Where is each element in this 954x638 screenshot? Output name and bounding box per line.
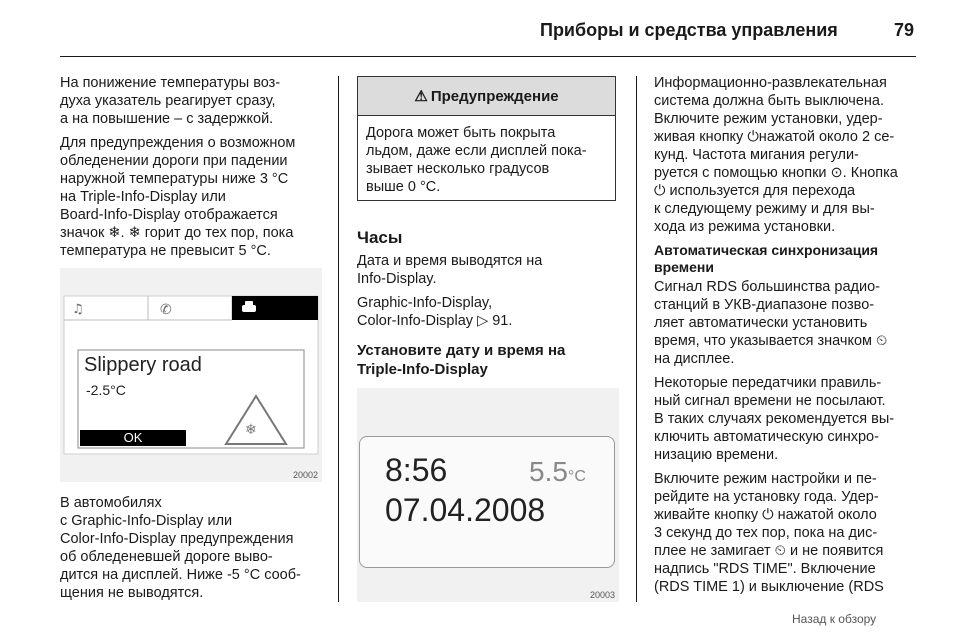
paragraph-rds-time: Включите режим настройки и пе- рейдите на установку года. Удер- живайте кнопку ⏻ нажатой около 3 секунд до тех пор, пока на дис- плее не замигает ⏲ и не появится надпись "RDS TIME". Включение (RDS TIME 1) и выключение (RDS (654, 471, 884, 595)
warning-box (357, 76, 616, 201)
back-to-overview-link[interactable]: Назад к обзору (792, 612, 877, 626)
subtitle-set-date-time: Установите дату и время на Triple-Info-Display (357, 342, 566, 378)
paragraph-clock-info: Дата и время выводятся на Info-Display. (357, 253, 543, 287)
figure-number: 20003 (589, 590, 615, 600)
warning-header (358, 77, 615, 116)
paragraph-clock-displays: Graphic-Info-Display, Color-Info-Display ▷ 91. (357, 295, 513, 329)
phone-tab-icon: ✆ (160, 302, 172, 318)
warning-title: Предупреждение (430, 87, 559, 105)
page-header-title: Приборы и средства управления (540, 20, 838, 40)
figure-slippery-road (60, 268, 322, 482)
paragraph-graphic-info: В автомобилях с Graphic-Info-Display или Color-Info-Display предупреждения об обледеневшей дороге выво- дится на дисплей. Ниже -5 °C сооб- щения не выводятся. (60, 495, 301, 601)
header-divider (60, 56, 916, 57)
column-divider-left (338, 76, 339, 602)
figure-clock-display (357, 388, 619, 602)
paragraph-rds-signal: Сигнал RDS большинства радио- станций в УКВ-диапазоне позво- ляет автоматически установить время, что указывается значком ⏲ на дисплее. (654, 279, 888, 367)
column-3 (654, 74, 918, 602)
page-number: 79 (894, 20, 915, 40)
clock-date: 07.04.2008 (385, 492, 546, 528)
clock-time: 8:56 (385, 452, 448, 488)
clock-temp-unit: °C (567, 468, 586, 485)
column-2 (357, 252, 621, 336)
warning-triangle-icon: ⚠ (414, 88, 428, 105)
clock-temp-value: 5.5 (529, 456, 568, 487)
paragraph-setup-mode: Информационно-развлекательная система должна быть выключена. Включите режим установки, удер- живая кнопку ⏻нажатой около 2 се- кунд. Частота мигания регули- руется с помощью кнопки ⊙. Кнопка ⏻ используется для перехода к следующему режиму и для вы- хода из режима установки. (654, 75, 898, 235)
svg-text:❄: ❄ (245, 422, 257, 438)
slippery-road-title: Slippery road (84, 354, 202, 376)
column-divider-right (636, 76, 637, 602)
column-1-bottom (60, 494, 324, 608)
music-tab-icon: ♫ (72, 302, 84, 317)
slippery-road-ok: OK (123, 430, 143, 445)
paragraph-transmitters: Некоторые передатчики правиль- ный сигнал времени не посылают. В таких случаях рекомендуется вы- ключить автоматическую синхро- низацию времени. (654, 375, 895, 463)
subtitle-auto-sync: Автоматическая синхронизация времени (654, 242, 879, 275)
slippery-road-temp: -2.5°C (86, 382, 126, 398)
figure-number: 20002 (292, 470, 318, 480)
clock-temp (529, 456, 586, 488)
column-1 (60, 74, 324, 266)
paragraph-temp-reaction: На понижение температуры воз- духа указатель реагирует сразу, а на повышение – с задержкой. (60, 75, 281, 127)
warning-text: Дорога может быть покрыта льдом, даже если дисплей пока- зывает несколько градусов выше 0 °C. (366, 125, 587, 195)
paragraph-ice-warning: Для предупреждения о возможном обледенении дороги при падении наружной температуры ниже 3 °C на Triple-Info-Display или Board-Info-Display отображается значок ❄. ❄ горит до тех пор, пока температура не превысит 5 °C. (60, 135, 296, 259)
section-title-clock: Часы (357, 228, 403, 247)
